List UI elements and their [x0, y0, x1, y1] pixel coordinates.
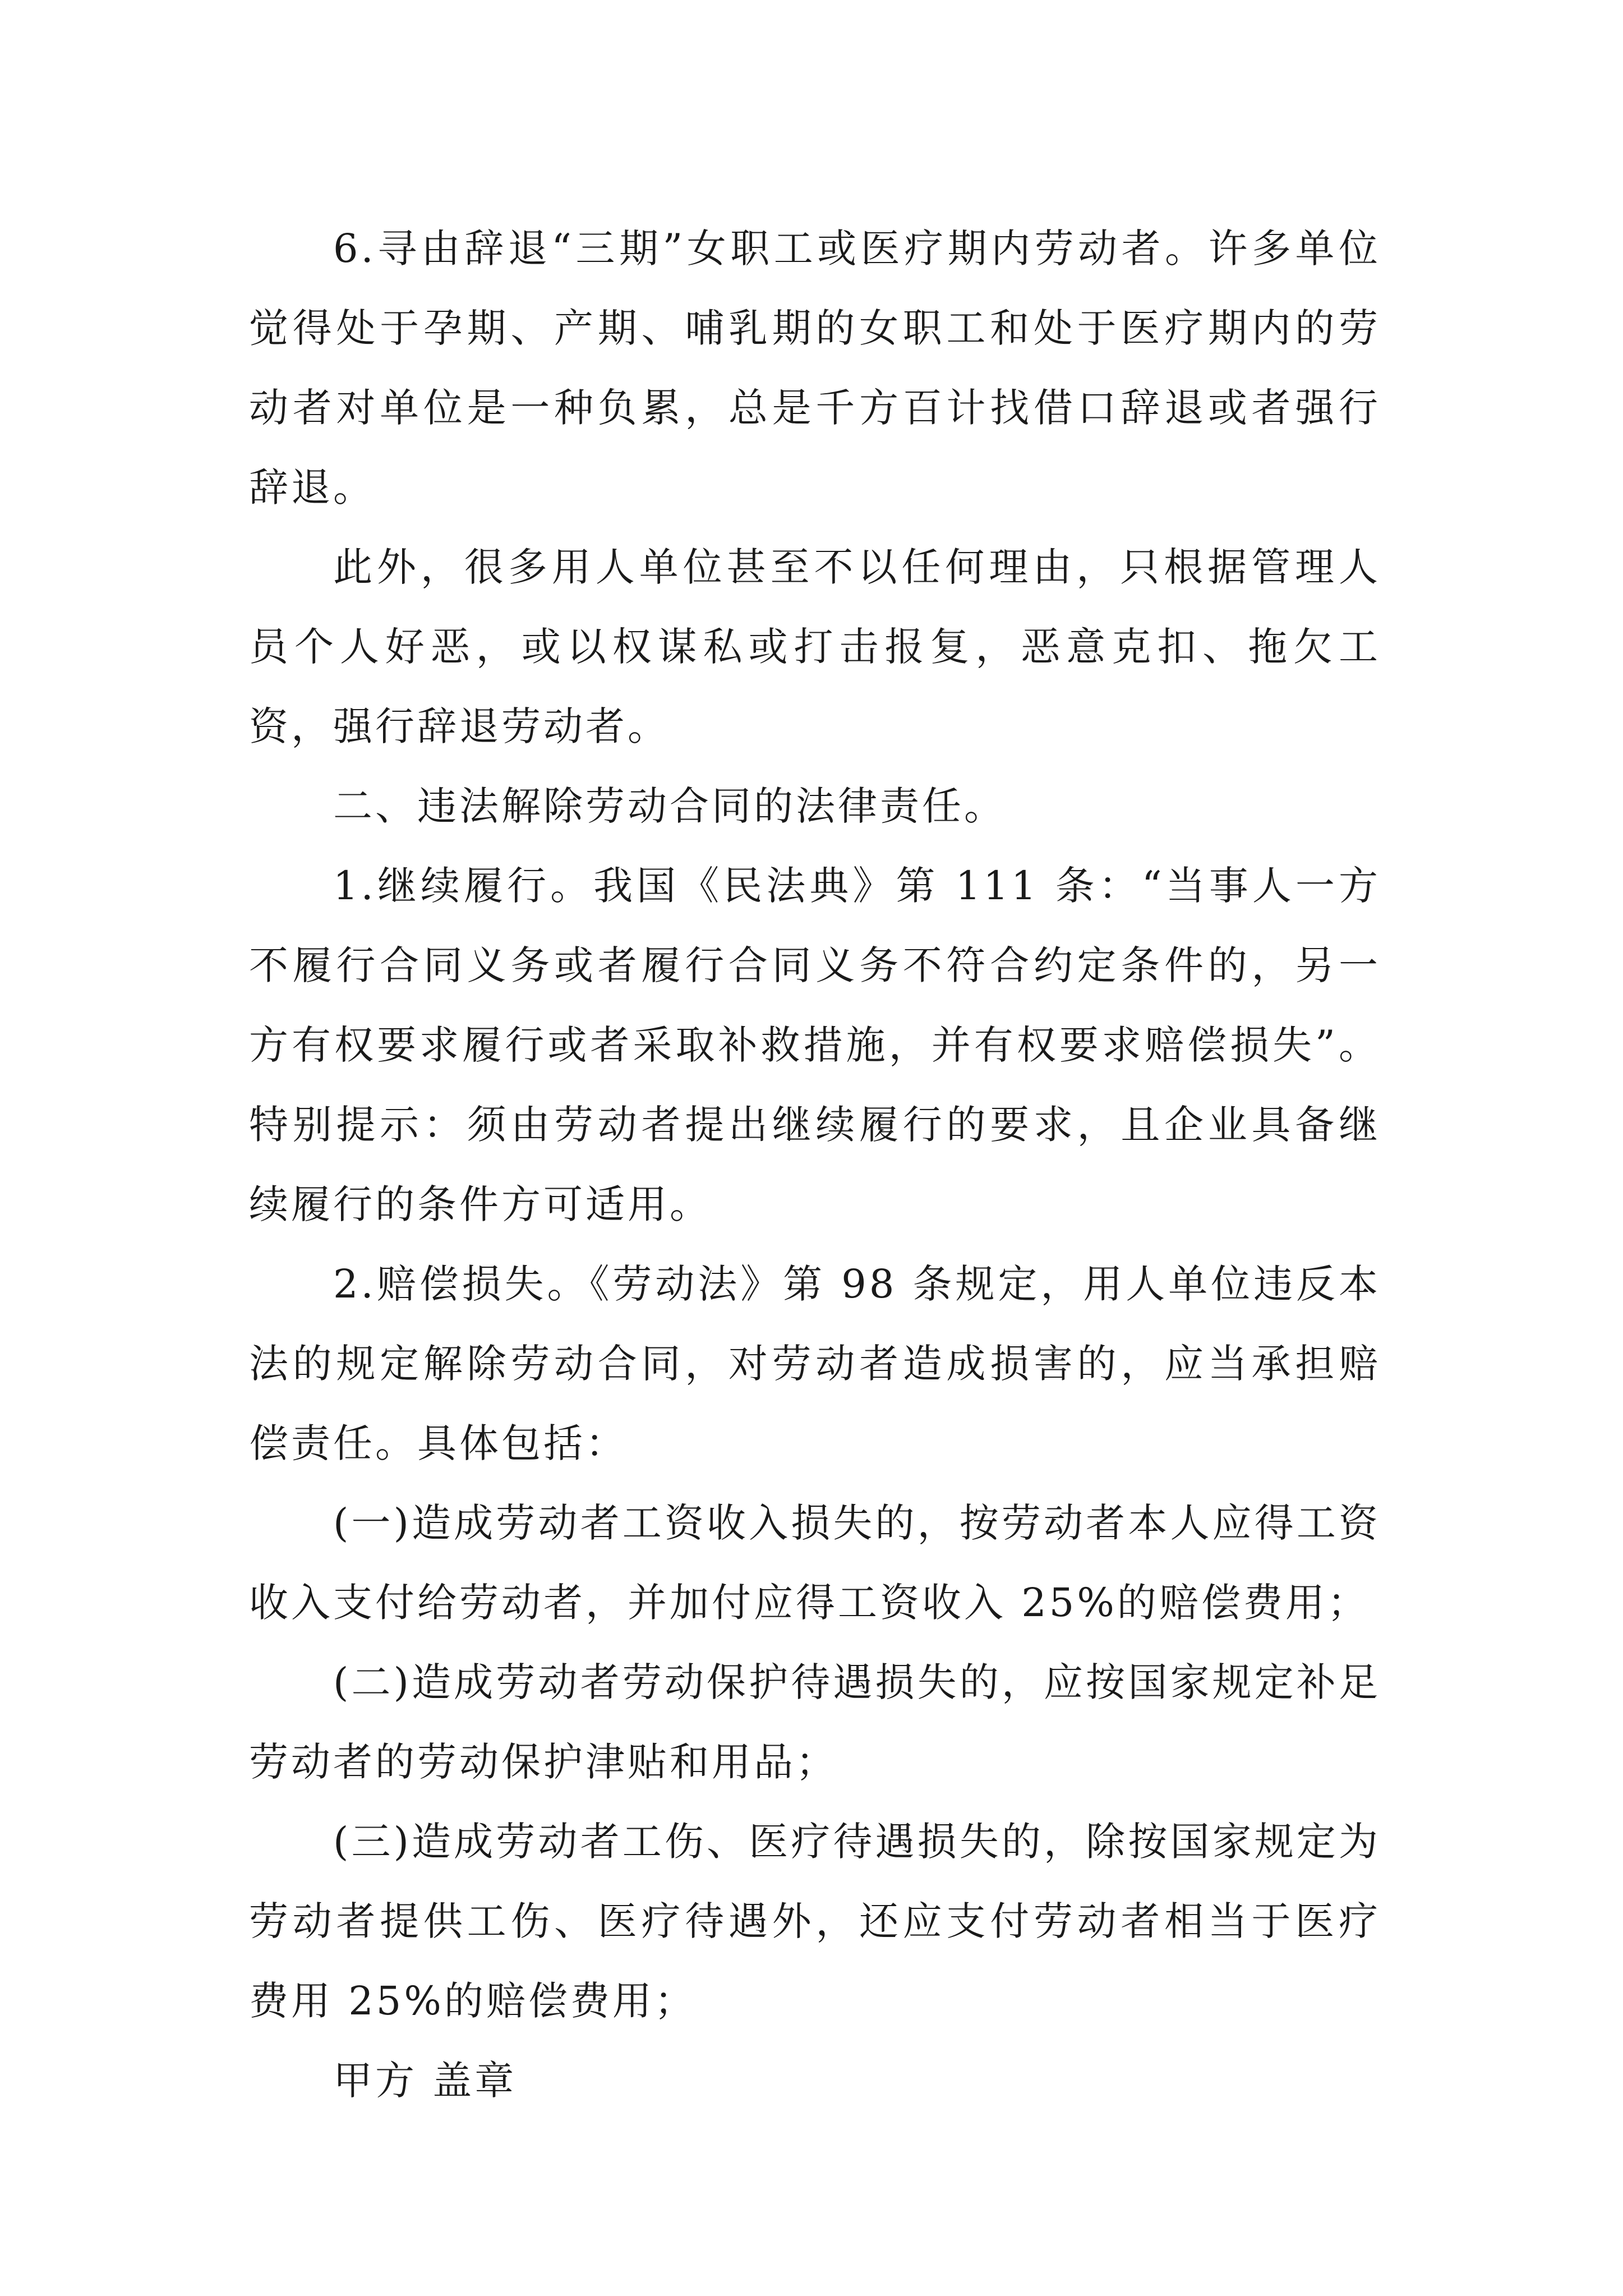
- paragraph-arbitrary-dismissal: 此外，很多用人单位甚至不以任何理由，只根据管理人员个人好恶，或以权谋私或打击报复，恶意克扣、拖欠工资，强行辞退劳动者。: [249, 544, 1381, 749]
- paragraph-continued-performance: 1.继续履行。我国《民法典》第 111 条：“当事人一方不履行合同义务或者履行合同义务不符合约定条件的，另一方有权要求履行或者采取补救措施，并有权要求赔偿损失”。特别提示：须由劳动者提出继续履行的要求，且企业具备继续履行的条件方可适用。: [249, 863, 1381, 1227]
- paragraph-item-protection-loss: (二)造成劳动者劳动保护待遇损失的，应按国家规定补足劳动者的劳动保护津贴和用品；: [249, 1659, 1381, 1785]
- paragraph-item-wage-loss: (一)造成劳动者工资收入损失的，按劳动者本人应得工资收入支付给劳动者，并加付应得工资收入 25%的赔偿费用；: [249, 1500, 1381, 1626]
- signature-line: 甲方 盖章: [333, 2058, 517, 2104]
- document-body: [249, 209, 1381, 2120]
- paragraph-item-injury-loss: (三)造成劳动者工伤、医疗待遇损失的，除按国家规定为劳动者提供工伤、医疗待遇外，还应支付劳动者相当于医疗费用 25%的赔偿费用；: [249, 1819, 1381, 2024]
- section-heading-legal-liability: 二、违法解除劳动合同的法律责任。: [333, 783, 1006, 829]
- paragraph-dismissal-special-period: 6.寻由辞退“三期”女职工或医疗期内劳动者。许多单位觉得处于孕期、产期、哺乳期的女职工和处于医疗期内的劳动者对单位是一种负累，总是千方百计找借口辞退或者强行辞退。: [249, 226, 1381, 510]
- paragraph-compensation: 2.赔偿损失。《劳动法》第 98 条规定，用人单位违反本法的规定解除劳动合同，对劳动者造成损害的，应当承担赔偿责任。具体包括：: [249, 1261, 1381, 1466]
